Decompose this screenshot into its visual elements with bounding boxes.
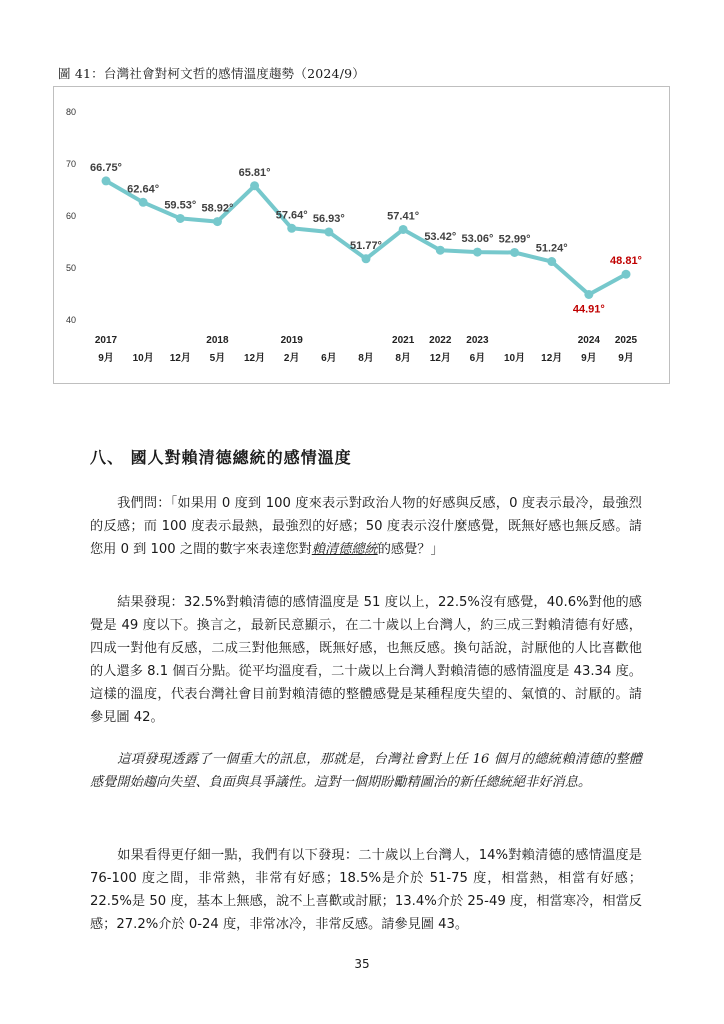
data-label: 57.64° (275, 209, 308, 222)
x-tick-month: 10月 (504, 353, 526, 364)
y-tick-label: 50 (65, 263, 76, 273)
y-tick-label: 70 (65, 159, 76, 169)
x-tick-month: 12月 (244, 353, 266, 364)
data-label: 44.91° (572, 303, 605, 316)
data-point (324, 227, 333, 236)
data-point (250, 181, 259, 190)
data-point (473, 248, 482, 257)
data-label: 48.81° (610, 255, 642, 268)
x-tick-year: 2019 (280, 335, 303, 346)
x-tick-month: 12月 (541, 353, 563, 364)
x-tick-month: 5月 (209, 353, 226, 364)
data-label: 53.42° (424, 231, 457, 244)
question-emphasis: 賴清德總統 (311, 542, 378, 557)
x-tick-month: 12月 (429, 353, 451, 364)
data-label: 66.75° (90, 161, 122, 174)
results-paragraph (90, 591, 642, 729)
x-tick-month: 12月 (169, 353, 191, 364)
x-tick-month: 8月 (358, 353, 374, 364)
x-tick-month: 6月 (321, 353, 337, 364)
figure-caption: 圖 41：台灣社會對柯文哲的感情溫度趨勢（2024/9） (58, 66, 365, 81)
implication-paragraph (90, 748, 642, 794)
x-tick-month: 2月 (283, 353, 300, 364)
x-tick-month: 9月 (581, 353, 597, 364)
data-label: 51.24° (535, 242, 568, 255)
data-label: 65.81° (238, 166, 271, 179)
x-tick-month: 6月 (469, 353, 486, 364)
data-point (436, 246, 445, 255)
data-point (622, 270, 631, 279)
line-chart (53, 86, 670, 384)
x-tick-year: 2022 (429, 335, 452, 346)
data-point (139, 198, 148, 207)
data-label: 52.99° (498, 233, 531, 246)
implication-text: 這項發現透露了一個重大的訊息，那就是，台灣社會對上任 16 個月的總統賴清德的整體感覺開始趨向失望、負面與具爭議性。這對一個期盼勵精圖治的新任總統絕非好消息。 (90, 752, 642, 790)
data-label: 58.92° (201, 202, 234, 215)
y-tick-label: 40 (65, 315, 76, 325)
data-label: 62.64° (127, 183, 160, 196)
x-tick-year: 2023 (466, 335, 489, 346)
data-label: 53.06° (461, 233, 494, 246)
question-text: 我們問：「如果用 0 度到 100 度來表示對政治人物的好感與反感，0 度表示最冷，最強烈的反感；而 100 度表示最熱，最強烈的好感；50 度表示沒什麼感覺，既無好感也無反感。請您用 0 到 100 之間的數字來表達您對 (90, 496, 642, 557)
results-text: 結果發現：32.5%對賴清德的感情溫度是 51 度以上，22.5%沒有感覺，40.6%對他的感覺是 49 度以下。換言之，最新民意顯示，在二十歲以上台灣人，約三成三對賴清德有好感，四成一對他有反感，二成三對他無感，既無好感，也無反感。換句話說，討厭他的人比喜歡他的人還多 8.1 個百分點。從平均溫度看，二十歲以上台灣人對賴清德的感情溫度是 43.34 度。這樣的溫度，代表台灣社會目前對賴清德的整體感覺是某種程度失望的、氣憤的、討厭的。請參見圖 42。 (90, 595, 642, 725)
data-label: 59.53° (164, 199, 197, 212)
x-tick-year: 2025 (614, 335, 638, 346)
question-paragraph (90, 492, 642, 561)
data-point (102, 176, 111, 185)
section-title: 八、 國人對賴清德總統的感情溫度 (90, 448, 352, 467)
x-tick-month: 9月 (98, 353, 114, 364)
detail-text: 如果看得更仔細一點，我們有以下發現：二十歲以上台灣人，14%對賴清德的感情溫度是 76-100 度之間，非常熱，非常有好感；18.5%是介於 51-75 度，相當熱，相當有好感；22.5%是 50 度，基本上無感，說不上喜歡或討厭；13.4%介於 25-49 度，相當寒冷，相當反感；27.2%介於 0-24 度，非常冰冷，非常反感。請參見圖 43。 (90, 848, 642, 932)
data-label: 51.77° (350, 239, 382, 252)
x-tick-year: 2024 (577, 335, 600, 346)
data-point (287, 224, 296, 233)
data-point (176, 214, 185, 223)
data-point (213, 217, 222, 226)
question-text-end: 的感覺？」 (377, 542, 444, 557)
data-label: 56.93° (312, 212, 345, 225)
page-number: 35 (354, 957, 370, 971)
x-tick-month: 8月 (395, 353, 411, 364)
detail-paragraph (90, 844, 642, 936)
data-point (547, 257, 556, 266)
x-tick-year: 2021 (392, 335, 415, 346)
x-tick-month: 9月 (618, 353, 634, 364)
y-tick-label: 80 (65, 107, 76, 117)
x-tick-year: 2018 (206, 335, 229, 346)
x-tick-year: 2017 (94, 335, 118, 346)
data-label: 57.41° (387, 210, 420, 223)
y-tick-label: 60 (65, 211, 76, 221)
data-point (362, 254, 371, 263)
data-point (399, 225, 408, 234)
x-tick-month: 10月 (132, 353, 154, 364)
chart-svg (54, 87, 669, 383)
data-point (510, 248, 519, 257)
data-point (584, 290, 593, 299)
series-line (106, 181, 626, 295)
